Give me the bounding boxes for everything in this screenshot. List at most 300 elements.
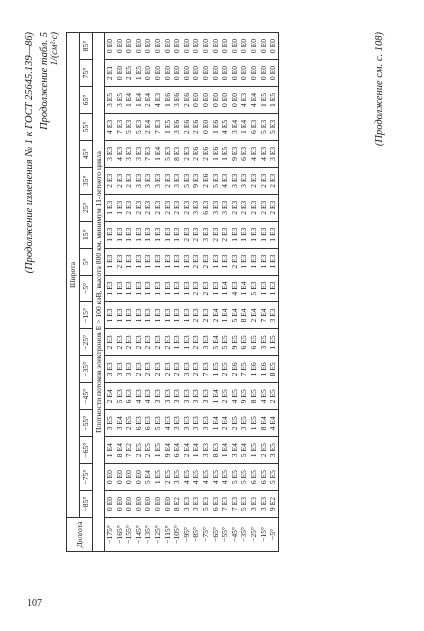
flux-cell: 5 E3 [182, 167, 192, 194]
flux-cell: 0 E0 [230, 33, 240, 60]
table-row [115, 33, 125, 552]
flux-cell: 3 E3 [182, 383, 192, 410]
flux-cell: 3 E3 [182, 410, 192, 437]
flux-cell: 2 E3 [115, 248, 125, 275]
lat-value: −115° [163, 518, 173, 552]
flux-cell: 3 E3 [249, 491, 259, 518]
flux-cell: 9 E4 [163, 437, 173, 464]
flux-cell: 0 E0 [105, 491, 115, 518]
lon-header: −35° [80, 356, 93, 383]
flux-cell: 1 E3 [163, 248, 173, 275]
flux-cell: 1 E3 [163, 275, 173, 302]
flux-cell: 3 E3 [201, 437, 211, 464]
flux-cell: 1 E4 [211, 383, 221, 410]
flux-cell: 1 E3 [172, 221, 182, 248]
flux-cell: 2 E6 [230, 356, 240, 383]
flux-cell: 1 E4 [239, 113, 249, 140]
flux-cell: 7 E3 [230, 491, 240, 518]
table-row [153, 33, 163, 552]
flux-cell: 4 E3 [143, 383, 153, 410]
lat-value: −155° [124, 518, 134, 552]
table-row [239, 33, 249, 552]
flux-cell: 2 E4 [105, 383, 115, 410]
flux-cell: 1 E4 [220, 437, 230, 464]
flux-cell: 4 E3 [259, 140, 269, 167]
flux-cell: 4 E3 [220, 167, 230, 194]
flux-cell: 5 E5 [220, 329, 230, 356]
flux-cell: 0 E0 [211, 33, 221, 60]
flux-cell: 1 E3 [268, 221, 278, 248]
flux-cell: 4 E5 [259, 383, 269, 410]
flux-cell: 3 E3 [182, 356, 192, 383]
flux-cell: 3 E5 [239, 410, 249, 437]
flux-cell: 7 E3 [201, 356, 211, 383]
flux-cell: 1 E3 [153, 302, 163, 329]
flux-cell: 3 E3 [268, 302, 278, 329]
table-row [268, 33, 278, 552]
flux-cell: 2 E3 [230, 194, 240, 221]
flux-cell: 0 E0 [201, 113, 211, 140]
flux-cell: 2 E4 [211, 302, 221, 329]
flux-cell: 5 E4 [211, 329, 221, 356]
flux-cell: 0 E0 [134, 33, 144, 60]
flux-cell: 4 E3 [105, 113, 115, 140]
flux-cell: 5 E3 [153, 410, 163, 437]
flux-cell: 1 E3 [172, 329, 182, 356]
flux-cell: 7 E3 [220, 491, 230, 518]
flux-cell: 1 E5 [268, 87, 278, 114]
flux-cell: 1 E5 [134, 60, 144, 87]
flux-cell: 1 E5 [163, 113, 173, 140]
lat-value: −95° [182, 518, 192, 552]
flux-cell: 0 E0 [182, 60, 192, 87]
table-row [124, 33, 134, 552]
flux-cell: 3 E4 [115, 410, 125, 437]
table-body [93, 33, 279, 552]
flux-cell: 1 E3 [124, 275, 134, 302]
flux-cell: 9 E2 [268, 491, 278, 518]
flux-cell: 1 E3 [143, 275, 153, 302]
continuation-heading: (Продолжение изменения № 1 к ГОСТ 25645.139—86) [24, 32, 35, 274]
flux-cell: 1 E3 [163, 221, 173, 248]
flux-cell: 1 E5 [249, 410, 259, 437]
flux-cell: 1 E4 [220, 275, 230, 302]
flux-cell: 3 E6 [172, 113, 182, 140]
flux-cell: 3 E3 [191, 383, 201, 410]
flux-cell: 1 E3 [115, 194, 125, 221]
lat-value: −15° [259, 518, 269, 552]
flux-cell: 2 E3 [153, 356, 163, 383]
flux-cell: 4 E5 [201, 464, 211, 491]
flux-cell: 1 E4 [153, 140, 163, 167]
flux-cell: 2 E5 [259, 437, 269, 464]
flux-cell: 2 E3 [134, 329, 144, 356]
flux-cell: 3 E3 [172, 167, 182, 194]
flux-cell: 2 E1 [105, 60, 115, 87]
flux-cell: 4 E3 [239, 87, 249, 114]
flux-cell: 5 E4 [239, 437, 249, 464]
flux-cell: 5 E5 [230, 464, 240, 491]
flux-cell: 1 E3 [105, 302, 115, 329]
flux-cell: 6 E3 [249, 113, 259, 140]
flux-cell: 2 E3 [259, 167, 269, 194]
flux-cell: 1 E3 [172, 302, 182, 329]
flux-cell: 1 E3 [220, 248, 230, 275]
flux-cell: 2 E5 [230, 410, 240, 437]
flux-cell: 0 E0 [211, 87, 221, 114]
flux-cell: 3 E6 [172, 87, 182, 114]
flux-cell: 0 E0 [249, 60, 259, 87]
flux-cell: 1 E3 [259, 248, 269, 275]
flux-cell: 3 E3 [134, 140, 144, 167]
flux-cell: 2 E3 [163, 194, 173, 221]
flux-cell: 2 E3 [134, 356, 144, 383]
flux-cell: 1 E5 [259, 87, 269, 114]
lat-value: −145° [134, 518, 144, 552]
flux-cell: 0 E0 [268, 33, 278, 60]
flux-cell: 1 E3 [115, 275, 125, 302]
flux-cell: 0 E0 [115, 491, 125, 518]
lon-header: 45° [80, 140, 93, 167]
lat-value: −25° [249, 518, 259, 552]
flux-cell: 1 E3 [124, 221, 134, 248]
flux-cell: 8 E3 [172, 140, 182, 167]
flux-cell: 1 E3 [182, 275, 192, 302]
flux-cell: 7 E5 [239, 356, 249, 383]
flux-cell: 0 E0 [124, 491, 134, 518]
flux-cell: 2 E5 [220, 356, 230, 383]
flux-cell: 2 E3 [182, 194, 192, 221]
lat-value: −65° [211, 518, 221, 552]
flux-cell: 2 E4 [143, 87, 153, 114]
flux-cell: 0 E0 [230, 87, 240, 114]
flux-cell: 4 E3 [134, 383, 144, 410]
flux-cell: 2 E3 [268, 194, 278, 221]
flux-cell: 5 E3 [259, 113, 269, 140]
flux-cell: 8 E4 [259, 410, 269, 437]
flux-cell: 2 E4 [220, 410, 230, 437]
lon-header: 25° [80, 194, 93, 221]
flux-cell: 2 E3 [201, 302, 211, 329]
flux-cell: 2 E3 [182, 221, 192, 248]
flux-cell: 2 E5 [268, 383, 278, 410]
flux-cell: 6 E3 [201, 194, 211, 221]
lat-value: −55° [220, 518, 230, 552]
flux-cell: 2 E3 [124, 167, 134, 194]
flux-cell: 1 E6 [259, 356, 269, 383]
flux-cell: 0 E0 [201, 33, 211, 60]
flux-cell: 3 E3 [268, 140, 278, 167]
flux-cell: 2 E3 [153, 194, 163, 221]
lon-header: −5° [80, 275, 93, 302]
flux-cell: 5 E3 [115, 383, 125, 410]
flux-cell: 1 E4 [220, 302, 230, 329]
flux-cell: 0 E0 [143, 491, 153, 518]
flux-cell: 1 E5 [268, 329, 278, 356]
flux-cell: 0 E0 [191, 33, 201, 60]
flux-cell: 2 E3 [105, 167, 115, 194]
flux-cell: 1 E3 [230, 221, 240, 248]
flux-cell: 7 E3 [115, 113, 125, 140]
flux-cell: 6 E3 [124, 383, 134, 410]
flux-cell: 2 E3 [191, 329, 201, 356]
flux-cell: 4 E3 [230, 275, 240, 302]
flux-cell: 2 E3 [191, 356, 201, 383]
flux-cell: 0 E0 [201, 87, 211, 114]
flux-cell: 3 E3 [182, 491, 192, 518]
table-row [220, 33, 230, 552]
flux-cell: 0 E0 [182, 33, 192, 60]
flux-cell: 3 E4 [230, 113, 240, 140]
flux-cell: 5 E4 [230, 302, 240, 329]
flux-cell: 5 E3 [163, 140, 173, 167]
flux-cell: 8 E5 [249, 383, 259, 410]
flux-cell: 1 E4 [191, 437, 201, 464]
flux-cell: 1 E5 [211, 356, 221, 383]
flux-cell: 2 E3 [115, 167, 125, 194]
flux-cell: 2 E3 [191, 302, 201, 329]
flux-cell: 2 E6 [191, 140, 201, 167]
flux-cell: 2 E6 [182, 113, 192, 140]
flux-cell: 2 E3 [191, 275, 201, 302]
flux-cell: 3 E3 [239, 167, 249, 194]
flux-cell: 3 E3 [153, 167, 163, 194]
flux-cell: 1 E3 [268, 275, 278, 302]
flux-cell: 2 E5 [124, 60, 134, 87]
flux-cell: 1 E3 [134, 221, 144, 248]
flux-cell: 0 E0 [134, 491, 144, 518]
continuation-footer: (Продолжение см. с. 108) [374, 32, 385, 147]
flux-cell: 1 E4 [105, 437, 115, 464]
flux-cell: 0 E0 [124, 464, 134, 491]
flux-cell: 0 E0 [153, 60, 163, 87]
flux-cell: 1 E3 [134, 302, 144, 329]
lat-value: −125° [153, 518, 163, 552]
flux-cell: 0 E0 [105, 464, 115, 491]
flux-cell: 2 E3 [211, 221, 221, 248]
flux-cell: 6 E5 [259, 464, 269, 491]
flux-cell: 8 E2 [172, 491, 182, 518]
flux-cell: 0 E0 [115, 60, 125, 87]
flux-cell: 3 E3 [211, 194, 221, 221]
flux-cell: 0 E0 [153, 491, 163, 518]
flux-cell: 2 E4 [143, 113, 153, 140]
flux-cell: 3 E3 [230, 167, 240, 194]
flux-cell: 0 E0 [134, 464, 144, 491]
lat-value: −105° [172, 518, 182, 552]
lat-value: −175° [105, 518, 115, 552]
flux-cell: 3 E3 [153, 383, 163, 410]
flux-cell: 0 E0 [191, 60, 201, 87]
flux-cell: 0 E0 [220, 60, 230, 87]
flux-cell: 6 E4 [172, 437, 182, 464]
flux-cell: 1 E3 [134, 248, 144, 275]
flux-cell: 5 E5 [239, 464, 249, 491]
flux-cell: 3 E4 [230, 437, 240, 464]
flux-cell: 2 E6 [182, 87, 192, 114]
lon-group-header: Широта [67, 33, 80, 518]
flux-cell: 3 E3 [163, 383, 173, 410]
flux-cell: 9 E5 [230, 329, 240, 356]
flux-cell: 0 E0 [201, 60, 211, 87]
flux-cell: 0 E0 [163, 491, 173, 518]
flux-cell: 2 E3 [153, 329, 163, 356]
flux-cell: 6 E5 [239, 329, 249, 356]
flux-cell: 1 E5 [249, 437, 259, 464]
flux-cell: 3 E5 [268, 437, 278, 464]
flux-cell: 6 E3 [134, 410, 144, 437]
table-row [211, 33, 221, 552]
flux-cell: 7 E4 [259, 302, 269, 329]
flux-cell: 2 E3 [143, 356, 153, 383]
rotated-content [20, 32, 390, 552]
flux-cell: 4 E5 [230, 383, 240, 410]
flux-cell: 0 E0 [143, 60, 153, 87]
flux-cell: 9 E3 [191, 167, 201, 194]
flux-cell: 1 E3 [115, 221, 125, 248]
flux-cell: 0 E0 [220, 87, 230, 114]
table-row [163, 33, 173, 552]
subheader-row [93, 33, 105, 552]
flux-cell: 7 E2 [124, 437, 134, 464]
flux-cell: 5 E3 [239, 491, 249, 518]
flux-cell: 6 E5 [249, 329, 259, 356]
flux-cell: 3 E3 [201, 383, 211, 410]
table-row [259, 33, 269, 552]
table-caption-text: Продолжение табл. 5 [39, 32, 50, 130]
flux-cell: 2 E5 [220, 383, 230, 410]
flux-cell: 2 E3 [163, 329, 173, 356]
flux-cell: 2 E3 [259, 194, 269, 221]
table-row [105, 33, 115, 552]
flux-cell: 1 E3 [153, 248, 163, 275]
flux-cell: 2 E6 [201, 140, 211, 167]
flux-cell: 1 E3 [182, 302, 192, 329]
flux-cell: 2 E6 [201, 167, 211, 194]
flux-cell: 2 E3 [268, 167, 278, 194]
flux-cell: 4 E3 [163, 410, 173, 437]
lon-header: −65° [80, 437, 93, 464]
flux-cell: 2 E3 [230, 248, 240, 275]
flux-cell: 0 E0 [124, 33, 134, 60]
flux-cell: 2 E3 [201, 275, 211, 302]
lon-header: −45° [80, 383, 93, 410]
flux-cell: 1 E3 [211, 275, 221, 302]
flux-cell: 3 E3 [191, 410, 201, 437]
flux-cell: 0 E0 [163, 33, 173, 60]
flux-cell: 3 E3 [134, 167, 144, 194]
flux-cell: 8 E5 [268, 356, 278, 383]
flux-cell: 1 E3 [239, 248, 249, 275]
lon-header: 15° [80, 221, 93, 248]
table-row [249, 33, 259, 552]
lon-header: 75° [80, 60, 93, 87]
flux-cell: 1 E3 [153, 275, 163, 302]
flux-cell: 1 E3 [268, 248, 278, 275]
flux-cell: 4 E4 [249, 87, 259, 114]
flux-cell: 0 E0 [211, 60, 221, 87]
flux-cell: 2 E3 [182, 140, 192, 167]
flux-cell: 1 E3 [105, 275, 115, 302]
flux-cell: 4 E3 [249, 140, 259, 167]
flux-cell: 4 E4 [268, 410, 278, 437]
flux-cell: 2 E3 [124, 194, 134, 221]
flux-cell: 2 E3 [249, 194, 259, 221]
flux-cell: 5 E3 [268, 113, 278, 140]
flux-cell: 1 E3 [153, 221, 163, 248]
flux-cell: 3 E3 [124, 356, 134, 383]
flux-cell: 3 E3 [143, 167, 153, 194]
flux-cell: 5 E3 [124, 113, 134, 140]
flux-cell: 2 E3 [124, 329, 134, 356]
flux-cell: 1 E3 [105, 248, 115, 275]
flux-cell: 2 E6 [191, 113, 201, 140]
lat-value: −75° [201, 518, 211, 552]
flux-cell: 1 E4 [124, 87, 134, 114]
flux-cell: 1 E3 [259, 275, 269, 302]
flux-cell: 1 E3 [182, 329, 192, 356]
flux-cell: 3 E5 [105, 410, 115, 437]
flux-cell: 3 E3 [259, 491, 269, 518]
lon-header: −55° [80, 410, 93, 437]
lat-header: Долгота [67, 518, 93, 552]
flux-cell: 0 E0 [259, 60, 269, 87]
flux-cell: 2 E3 [249, 167, 259, 194]
flux-cell: 3 E3 [191, 194, 201, 221]
flux-cell: 5 E3 [211, 167, 221, 194]
flux-cell: 2 E3 [163, 167, 173, 194]
flux-cell: 0 E0 [105, 33, 115, 60]
flux-cell: 1 E6 [163, 87, 173, 114]
flux-cell: 1 E5 [220, 140, 230, 167]
lat-value: −5° [268, 518, 278, 552]
flux-cell: 1 E3 [115, 302, 125, 329]
flux-cell: 7 E3 [153, 113, 163, 140]
flux-cell: 4 E5 [220, 464, 230, 491]
flux-cell: 1 E3 [124, 302, 134, 329]
flux-cell: 2 E3 [143, 194, 153, 221]
table-row [143, 33, 153, 552]
flux-cell: 2 E3 [105, 329, 115, 356]
flux-cell: 1 E3 [249, 221, 259, 248]
flux-cell: 2 E3 [143, 329, 153, 356]
flux-cell: 2 E3 [220, 221, 230, 248]
flux-cell: 0 E0 [230, 60, 240, 87]
flux-cell: 0 E0 [259, 33, 269, 60]
flux-cell: 2 E3 [115, 329, 125, 356]
flux-cell: 3 E3 [220, 194, 230, 221]
flux-cell: 8 E4 [239, 302, 249, 329]
flux-cell: 3 E5 [115, 87, 125, 114]
flux-cell: 1 E3 [182, 248, 192, 275]
table-row [191, 33, 201, 552]
table-row [201, 33, 211, 552]
lon-header: −75° [80, 464, 93, 491]
flux-cell: 0 E0 [115, 464, 125, 491]
flux-cell: 4 E5 [220, 113, 230, 140]
flux-cell: 0 E0 [239, 60, 249, 87]
flux-cell: 0 E0 [249, 33, 259, 60]
lon-header: 65° [80, 87, 93, 114]
flux-cell: 5 E3 [201, 491, 211, 518]
flux-cell: 3 E5 [105, 87, 115, 114]
flux-cell: 8 E4 [115, 437, 125, 464]
lon-header: 5° [80, 248, 93, 275]
lon-header: 85° [80, 33, 93, 60]
flux-cell: 4 E5 [211, 464, 221, 491]
flux-cell: 6 E3 [211, 491, 221, 518]
lat-value: −45° [230, 518, 240, 552]
